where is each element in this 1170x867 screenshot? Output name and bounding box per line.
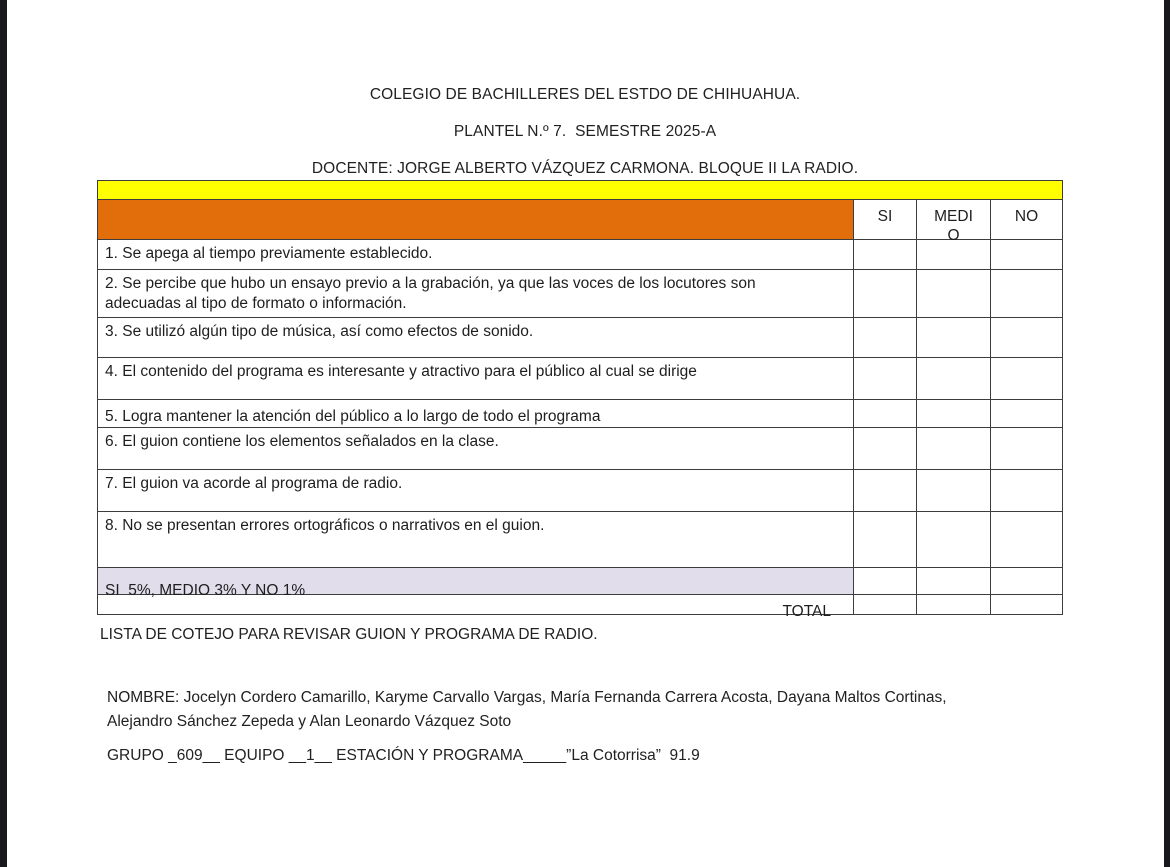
score-cell-si	[854, 470, 917, 512]
table-header-criteria	[98, 200, 854, 240]
cell-text: SI	[877, 208, 893, 225]
cell-text: 1. Se apega al tiempo previamente establecido.	[105, 245, 433, 262]
cell-text: 4. El contenido del programa es interesante y atractivo para el público al cual se dirige	[105, 363, 697, 380]
score-cell-no	[991, 470, 1063, 512]
criteria-cell	[98, 270, 854, 318]
score-cell-no	[991, 270, 1063, 318]
column-header-medio	[917, 200, 991, 244]
criteria-cell	[98, 240, 854, 270]
score-cell-si	[854, 400, 917, 428]
total-label-cell	[98, 595, 854, 620]
criteria-cell	[98, 400, 854, 428]
document-title: COLEGIO DE BACHILLERES DEL ESTDO DE CHIHUAHUA.	[369, 86, 801, 103]
cell-text: 3. Se utilizó algún tipo de música, así como efectos de sonido.	[105, 323, 534, 340]
cell-text: MEDIO	[934, 208, 973, 244]
score-cell-no	[991, 428, 1063, 470]
score-cell-medio	[917, 318, 991, 358]
criteria-cell	[98, 428, 854, 470]
score-cell-si	[854, 318, 917, 358]
score-cell-si	[854, 512, 917, 568]
score-cell-medio	[917, 358, 991, 400]
column-header-no	[991, 200, 1063, 240]
cell-text: 8. No se presentan errores ortográficos o narrativos en el guion.	[105, 517, 545, 534]
score-cell-medio	[917, 240, 991, 270]
teacher-line: DOCENTE: JORGE ALBERTO VÁZQUEZ CARMONA. BLOQUE II LA RADIO.	[311, 160, 859, 177]
score-cell-si	[854, 428, 917, 470]
cell-text: SI 5%, MEDIO 3% Y NO 1%	[105, 582, 306, 599]
cell-text: 7. El guion va acorde al programa de radio.	[105, 475, 403, 492]
document-subtitle: PLANTEL N.º 7. SEMESTRE 2025-A	[453, 123, 717, 140]
cell-text: 6. El guion contiene los elementos señalados en la clase.	[105, 433, 499, 450]
scale-note-cell	[98, 568, 854, 599]
score-cell-no	[991, 400, 1063, 428]
table-caption: LISTA DE COTEJO PARA REVISAR GUION Y PROGRAMA DE RADIO.	[100, 626, 598, 643]
cell-text: TOTAL	[782, 603, 831, 620]
score-cell-medio	[917, 428, 991, 470]
score-cell-si	[854, 240, 917, 270]
score-cell-si	[854, 568, 917, 595]
student-names: NOMBRE: Jocelyn Cordero Camarillo, Karyme Carvallo Vargas, María Fernanda Carrera Acosta, Dayana Maltos Cortinas, Alejandro Sánchez Zepeda y Alan Leonardo Vázquez Soto	[107, 689, 947, 730]
score-cell-no	[991, 568, 1063, 595]
score-cell-medio	[917, 470, 991, 512]
score-cell-medio	[917, 512, 991, 568]
column-header-si	[854, 200, 917, 240]
group-line: GRUPO _609__ EQUIPO __1__ ESTACIÓN Y PROGRAMA_____”La Cotorrisa” 91.9	[107, 747, 700, 764]
checklist-table	[97, 199, 1063, 620]
criteria-cell	[98, 318, 854, 358]
cell-text: 5. Logra mantener la atención del público a lo largo de todo el programa	[105, 408, 601, 425]
score-cell-no	[991, 318, 1063, 358]
cell-text: NO	[1014, 208, 1039, 225]
score-cell-medio	[917, 400, 991, 428]
score-cell-no	[991, 240, 1063, 270]
criteria-cell	[98, 358, 854, 400]
score-cell-medio	[917, 595, 991, 615]
score-cell-si	[854, 358, 917, 400]
criteria-cell	[98, 512, 854, 568]
score-cell-si	[854, 270, 917, 318]
score-cell-no	[991, 358, 1063, 400]
score-cell-medio	[917, 270, 991, 318]
yellow-banner	[97, 180, 1063, 200]
score-cell-no	[991, 595, 1063, 615]
score-cell-no	[991, 512, 1063, 568]
score-cell-si	[854, 595, 917, 615]
cell-text: 2. Se percibe que hubo un ensayo previo a la grabación, ya que las voces de los locutores son adecuadas al tipo de formato o información.	[105, 275, 756, 312]
score-cell-medio	[917, 568, 991, 595]
criteria-cell	[98, 470, 854, 512]
